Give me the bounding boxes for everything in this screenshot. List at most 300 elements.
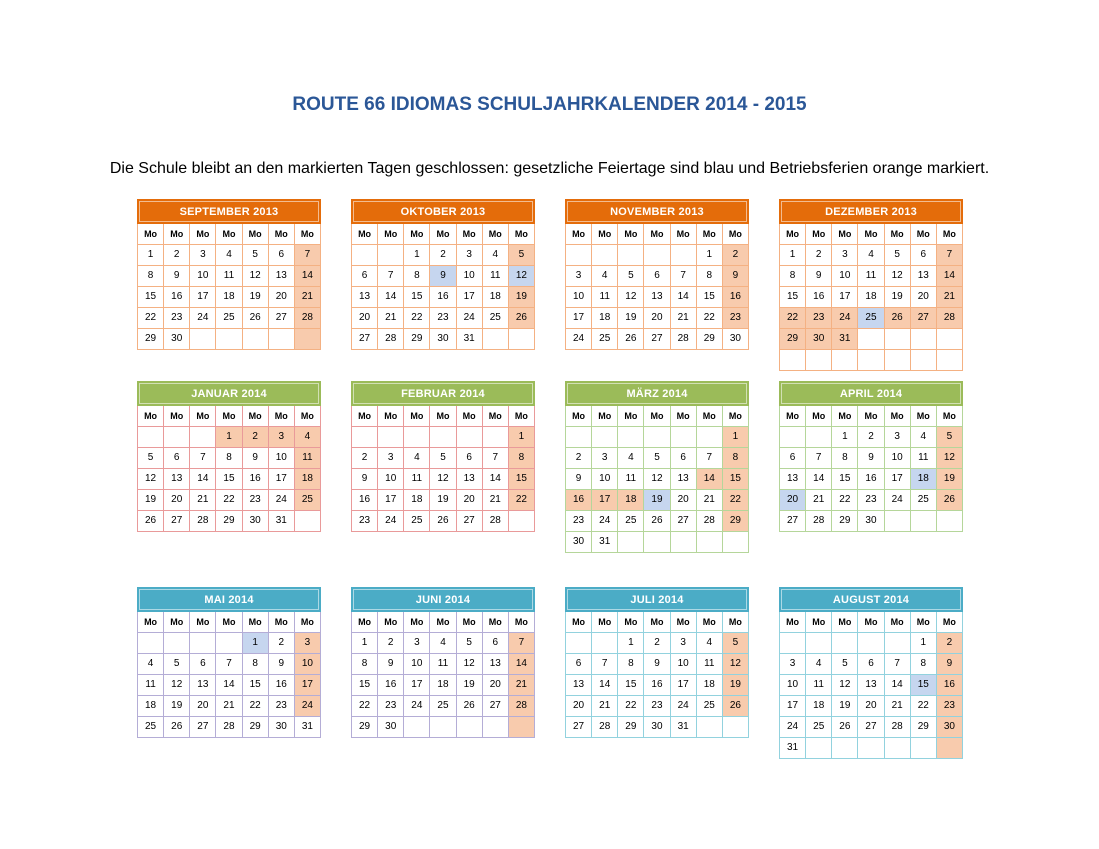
empty-cell xyxy=(697,532,723,553)
day-cell: 10 xyxy=(190,266,216,287)
empty-cell xyxy=(592,427,618,448)
day-cell: 6 xyxy=(190,654,216,675)
weekday-label: Mo xyxy=(164,406,190,427)
day-grid xyxy=(565,612,749,738)
day-cell: 7 xyxy=(697,448,723,469)
day-cell: 28 xyxy=(295,308,321,329)
empty-cell xyxy=(858,350,884,371)
day-cell: 17 xyxy=(190,287,216,308)
weekday-label: Mo xyxy=(885,224,911,245)
day-cell: 28 xyxy=(509,696,535,717)
day-cell: 15 xyxy=(509,469,535,490)
day-cell: 11 xyxy=(618,469,644,490)
day-cell: 20 xyxy=(164,490,190,511)
empty-cell xyxy=(806,633,832,654)
day-cell: 14 xyxy=(190,469,216,490)
day-cell: 6 xyxy=(671,448,697,469)
day-cell: 1 xyxy=(509,427,535,448)
day-cell: 3 xyxy=(378,448,404,469)
weekday-label: Mo xyxy=(780,612,806,633)
day-cell: 27 xyxy=(269,308,295,329)
day-cell: 30 xyxy=(430,329,456,350)
day-cell: 14 xyxy=(697,469,723,490)
day-grid xyxy=(565,406,749,553)
month-calendar xyxy=(351,587,535,738)
day-cell: 20 xyxy=(911,287,937,308)
weekday-label: Mo xyxy=(404,406,430,427)
empty-cell xyxy=(780,350,806,371)
weekday-label: Mo xyxy=(352,224,378,245)
weekday-label: Mo xyxy=(832,612,858,633)
day-cell: 2 xyxy=(269,633,295,654)
day-cell: 25 xyxy=(216,308,242,329)
day-cell: 5 xyxy=(618,266,644,287)
day-cell: 11 xyxy=(858,266,884,287)
day-cell: 13 xyxy=(457,469,483,490)
day-cell: 22 xyxy=(780,308,806,329)
day-cell: 15 xyxy=(138,287,164,308)
day-cell: 12 xyxy=(832,675,858,696)
day-cell: 3 xyxy=(457,245,483,266)
day-cell: 15 xyxy=(243,675,269,696)
day-cell: 16 xyxy=(937,675,963,696)
day-cell: 20 xyxy=(644,308,670,329)
day-cell: 2 xyxy=(352,448,378,469)
empty-cell xyxy=(858,329,884,350)
weekday-label: Mo xyxy=(404,224,430,245)
day-cell: 13 xyxy=(269,266,295,287)
day-cell: 29 xyxy=(723,511,749,532)
day-cell: 27 xyxy=(644,329,670,350)
weekday-label: Mo xyxy=(269,224,295,245)
day-cell: 27 xyxy=(352,329,378,350)
weekday-label: Mo xyxy=(566,612,592,633)
day-cell: 24 xyxy=(671,696,697,717)
weekday-label: Mo xyxy=(858,406,884,427)
empty-cell xyxy=(885,738,911,759)
day-cell: 13 xyxy=(352,287,378,308)
day-cell: 4 xyxy=(911,427,937,448)
day-cell: 20 xyxy=(190,696,216,717)
day-cell: 1 xyxy=(618,633,644,654)
empty-cell xyxy=(483,329,509,350)
weekday-label: Mo xyxy=(457,224,483,245)
day-cell: 19 xyxy=(509,287,535,308)
day-cell: 5 xyxy=(937,427,963,448)
day-cell: 1 xyxy=(404,245,430,266)
day-cell: 20 xyxy=(483,675,509,696)
day-cell: 9 xyxy=(723,266,749,287)
weekday-label: Mo xyxy=(430,612,456,633)
weekday-label: Mo xyxy=(832,224,858,245)
day-cell: 6 xyxy=(164,448,190,469)
day-cell: 28 xyxy=(592,717,618,738)
day-cell: 26 xyxy=(618,329,644,350)
page-title: ROUTE 66 IDIOMAS SCHULJAHRKALENDER 2014 - 2015 xyxy=(292,94,807,115)
day-cell: 30 xyxy=(723,329,749,350)
day-cell: 22 xyxy=(352,696,378,717)
weekday-label: Mo xyxy=(295,224,321,245)
day-cell: 26 xyxy=(509,308,535,329)
day-cell: 14 xyxy=(671,287,697,308)
day-cell: 23 xyxy=(723,308,749,329)
day-cell: 5 xyxy=(885,245,911,266)
month-calendar xyxy=(351,199,535,350)
day-cell: 12 xyxy=(509,266,535,287)
empty-cell xyxy=(858,738,884,759)
day-cell: 8 xyxy=(723,448,749,469)
day-cell: 24 xyxy=(592,511,618,532)
weekday-label: Mo xyxy=(509,612,535,633)
day-cell: 20 xyxy=(858,696,884,717)
weekday-label: Mo xyxy=(190,406,216,427)
day-cell: 20 xyxy=(566,696,592,717)
day-cell: 4 xyxy=(295,427,321,448)
month-calendar xyxy=(137,199,321,350)
day-cell: 13 xyxy=(671,469,697,490)
day-cell: 22 xyxy=(832,490,858,511)
day-cell: 20 xyxy=(269,287,295,308)
day-cell: 25 xyxy=(911,490,937,511)
day-cell: 21 xyxy=(190,490,216,511)
day-cell: 23 xyxy=(644,696,670,717)
day-cell: 9 xyxy=(430,266,456,287)
empty-cell xyxy=(780,633,806,654)
day-cell: 5 xyxy=(164,654,190,675)
day-cell: 23 xyxy=(430,308,456,329)
empty-cell xyxy=(190,329,216,350)
day-cell: 15 xyxy=(780,287,806,308)
weekday-label: Mo xyxy=(457,406,483,427)
empty-cell xyxy=(697,427,723,448)
day-cell: 14 xyxy=(483,469,509,490)
day-cell: 21 xyxy=(592,696,618,717)
empty-cell xyxy=(269,329,295,350)
day-cell: 31 xyxy=(592,532,618,553)
day-cell: 29 xyxy=(138,329,164,350)
day-cell: 18 xyxy=(618,490,644,511)
month-title: NOVEMBER 2013 xyxy=(565,199,749,224)
weekday-label: Mo xyxy=(138,612,164,633)
day-cell: 21 xyxy=(378,308,404,329)
empty-cell xyxy=(483,427,509,448)
empty-cell xyxy=(457,717,483,738)
day-cell: 28 xyxy=(378,329,404,350)
day-cell: 19 xyxy=(937,469,963,490)
day-cell: 30 xyxy=(858,511,884,532)
day-cell: 26 xyxy=(164,717,190,738)
day-cell: 11 xyxy=(430,654,456,675)
day-cell: 9 xyxy=(806,266,832,287)
day-cell: 28 xyxy=(885,717,911,738)
weekday-label: Mo xyxy=(592,612,618,633)
month-calendar xyxy=(565,587,749,738)
weekday-label: Mo xyxy=(164,224,190,245)
weekday-label: Mo xyxy=(858,224,884,245)
day-cell: 23 xyxy=(243,490,269,511)
weekday-label: Mo xyxy=(911,612,937,633)
empty-cell xyxy=(138,633,164,654)
day-cell: 28 xyxy=(697,511,723,532)
day-cell: 30 xyxy=(164,329,190,350)
day-cell: 3 xyxy=(832,245,858,266)
weekday-label: Mo xyxy=(697,406,723,427)
day-cell: 3 xyxy=(190,245,216,266)
day-cell: 17 xyxy=(885,469,911,490)
day-cell: 4 xyxy=(618,448,644,469)
weekday-label: Mo xyxy=(190,224,216,245)
day-cell: 2 xyxy=(378,633,404,654)
day-cell: 23 xyxy=(269,696,295,717)
day-cell: 19 xyxy=(138,490,164,511)
day-cell: 6 xyxy=(644,266,670,287)
day-cell: 3 xyxy=(592,448,618,469)
day-cell: 9 xyxy=(644,654,670,675)
day-cell: 17 xyxy=(457,287,483,308)
day-cell: 26 xyxy=(138,511,164,532)
weekday-label: Mo xyxy=(697,612,723,633)
day-cell: 30 xyxy=(644,717,670,738)
day-cell: 4 xyxy=(138,654,164,675)
day-cell: 8 xyxy=(780,266,806,287)
day-cell: 16 xyxy=(352,490,378,511)
day-cell: 25 xyxy=(592,329,618,350)
weekday-label: Mo xyxy=(352,612,378,633)
empty-cell xyxy=(566,245,592,266)
day-cell: 12 xyxy=(937,448,963,469)
month-title: JUNI 2014 xyxy=(351,587,535,612)
empty-cell xyxy=(671,532,697,553)
day-cell: 26 xyxy=(457,696,483,717)
month-title: JANUAR 2014 xyxy=(137,381,321,406)
day-cell: 13 xyxy=(164,469,190,490)
day-cell: 28 xyxy=(190,511,216,532)
weekday-label: Mo xyxy=(644,406,670,427)
day-cell: 6 xyxy=(457,448,483,469)
weekday-label: Mo xyxy=(911,224,937,245)
day-cell: 14 xyxy=(295,266,321,287)
empty-cell xyxy=(885,511,911,532)
day-cell: 5 xyxy=(644,448,670,469)
day-cell: 29 xyxy=(404,329,430,350)
month-title: DEZEMBER 2013 xyxy=(779,199,963,224)
day-cell: 18 xyxy=(295,469,321,490)
empty-cell xyxy=(592,245,618,266)
day-cell: 24 xyxy=(832,308,858,329)
weekday-label: Mo xyxy=(644,224,670,245)
day-cell: 30 xyxy=(243,511,269,532)
day-cell: 5 xyxy=(832,654,858,675)
day-cell: 31 xyxy=(780,738,806,759)
day-cell: 8 xyxy=(404,266,430,287)
empty-cell xyxy=(644,245,670,266)
empty-cell xyxy=(806,350,832,371)
month-calendar xyxy=(779,199,963,371)
empty-cell xyxy=(832,738,858,759)
day-cell: 13 xyxy=(190,675,216,696)
empty-cell xyxy=(937,738,963,759)
day-cell: 22 xyxy=(243,696,269,717)
day-cell: 9 xyxy=(243,448,269,469)
day-cell: 9 xyxy=(858,448,884,469)
day-cell: 14 xyxy=(885,675,911,696)
day-cell: 24 xyxy=(566,329,592,350)
empty-cell xyxy=(430,717,456,738)
day-cell: 10 xyxy=(832,266,858,287)
day-cell: 25 xyxy=(404,511,430,532)
weekday-label: Mo xyxy=(806,406,832,427)
empty-cell xyxy=(483,717,509,738)
empty-cell xyxy=(885,633,911,654)
day-cell: 16 xyxy=(164,287,190,308)
day-cell: 12 xyxy=(457,654,483,675)
day-cell: 2 xyxy=(566,448,592,469)
weekday-label: Mo xyxy=(566,406,592,427)
day-cell: 12 xyxy=(430,469,456,490)
weekday-label: Mo xyxy=(937,406,963,427)
day-cell: 3 xyxy=(295,633,321,654)
day-cell: 25 xyxy=(430,696,456,717)
day-cell: 15 xyxy=(352,675,378,696)
day-cell: 19 xyxy=(618,308,644,329)
day-cell: 7 xyxy=(592,654,618,675)
day-cell: 10 xyxy=(295,654,321,675)
day-cell: 30 xyxy=(937,717,963,738)
day-cell: 5 xyxy=(723,633,749,654)
day-cell: 23 xyxy=(806,308,832,329)
day-cell: 13 xyxy=(911,266,937,287)
empty-cell xyxy=(378,245,404,266)
empty-cell xyxy=(592,633,618,654)
day-cell: 22 xyxy=(911,696,937,717)
day-cell: 6 xyxy=(780,448,806,469)
empty-cell xyxy=(885,350,911,371)
day-cell: 15 xyxy=(216,469,242,490)
day-cell: 22 xyxy=(618,696,644,717)
empty-cell xyxy=(644,427,670,448)
day-cell: 22 xyxy=(138,308,164,329)
day-cell: 23 xyxy=(566,511,592,532)
weekday-label: Mo xyxy=(937,224,963,245)
day-cell: 2 xyxy=(806,245,832,266)
empty-cell xyxy=(509,717,535,738)
day-cell: 29 xyxy=(832,511,858,532)
day-cell: 19 xyxy=(832,696,858,717)
day-cell: 7 xyxy=(190,448,216,469)
day-cell: 27 xyxy=(483,696,509,717)
day-cell: 10 xyxy=(885,448,911,469)
day-grid xyxy=(351,406,535,532)
day-cell: 8 xyxy=(243,654,269,675)
day-cell: 7 xyxy=(671,266,697,287)
weekday-label: Mo xyxy=(723,406,749,427)
day-cell: 12 xyxy=(138,469,164,490)
day-cell: 24 xyxy=(269,490,295,511)
weekday-label: Mo xyxy=(671,612,697,633)
day-cell: 18 xyxy=(430,675,456,696)
day-cell: 3 xyxy=(671,633,697,654)
day-cell: 19 xyxy=(457,675,483,696)
day-cell: 12 xyxy=(723,654,749,675)
day-cell: 4 xyxy=(404,448,430,469)
weekday-label: Mo xyxy=(430,224,456,245)
weekday-label: Mo xyxy=(671,224,697,245)
day-cell: 3 xyxy=(269,427,295,448)
day-cell: 21 xyxy=(483,490,509,511)
day-cell: 2 xyxy=(937,633,963,654)
day-cell: 25 xyxy=(858,308,884,329)
day-cell: 24 xyxy=(190,308,216,329)
weekday-label: Mo xyxy=(352,406,378,427)
day-cell: 3 xyxy=(780,654,806,675)
day-cell: 13 xyxy=(644,287,670,308)
day-cell: 14 xyxy=(592,675,618,696)
day-cell: 18 xyxy=(858,287,884,308)
day-cell: 28 xyxy=(806,511,832,532)
day-cell: 25 xyxy=(483,308,509,329)
day-cell: 13 xyxy=(780,469,806,490)
day-cell: 29 xyxy=(697,329,723,350)
weekday-label: Mo xyxy=(483,224,509,245)
weekday-label: Mo xyxy=(697,224,723,245)
empty-cell xyxy=(697,717,723,738)
day-cell: 31 xyxy=(832,329,858,350)
month-calendar xyxy=(779,381,963,532)
day-cell: 7 xyxy=(806,448,832,469)
day-cell: 19 xyxy=(723,675,749,696)
day-cell: 11 xyxy=(806,675,832,696)
day-cell: 21 xyxy=(216,696,242,717)
weekday-label: Mo xyxy=(806,224,832,245)
day-grid xyxy=(351,224,535,350)
empty-cell xyxy=(937,350,963,371)
day-grid xyxy=(137,612,321,738)
empty-cell xyxy=(164,633,190,654)
empty-cell xyxy=(832,633,858,654)
day-cell: 1 xyxy=(911,633,937,654)
empty-cell xyxy=(858,633,884,654)
day-cell: 24 xyxy=(885,490,911,511)
day-cell: 9 xyxy=(566,469,592,490)
day-cell: 24 xyxy=(378,511,404,532)
weekday-label: Mo xyxy=(723,224,749,245)
day-cell: 4 xyxy=(592,266,618,287)
day-cell: 20 xyxy=(780,490,806,511)
calendar-year-grid xyxy=(137,199,963,759)
weekday-label: Mo xyxy=(806,612,832,633)
day-cell: 1 xyxy=(780,245,806,266)
empty-cell xyxy=(216,329,242,350)
day-cell: 20 xyxy=(671,490,697,511)
day-cell: 24 xyxy=(295,696,321,717)
day-cell: 14 xyxy=(378,287,404,308)
day-cell: 2 xyxy=(164,245,190,266)
empty-cell xyxy=(911,329,937,350)
weekday-label: Mo xyxy=(430,406,456,427)
day-cell: 27 xyxy=(566,717,592,738)
weekday-label: Mo xyxy=(295,612,321,633)
day-cell: 31 xyxy=(671,717,697,738)
day-cell: 18 xyxy=(592,308,618,329)
empty-cell xyxy=(832,350,858,371)
empty-cell xyxy=(911,350,937,371)
day-cell: 17 xyxy=(566,308,592,329)
weekday-label: Mo xyxy=(378,612,404,633)
empty-cell xyxy=(216,633,242,654)
day-cell: 28 xyxy=(937,308,963,329)
day-cell: 21 xyxy=(671,308,697,329)
day-cell: 29 xyxy=(243,717,269,738)
